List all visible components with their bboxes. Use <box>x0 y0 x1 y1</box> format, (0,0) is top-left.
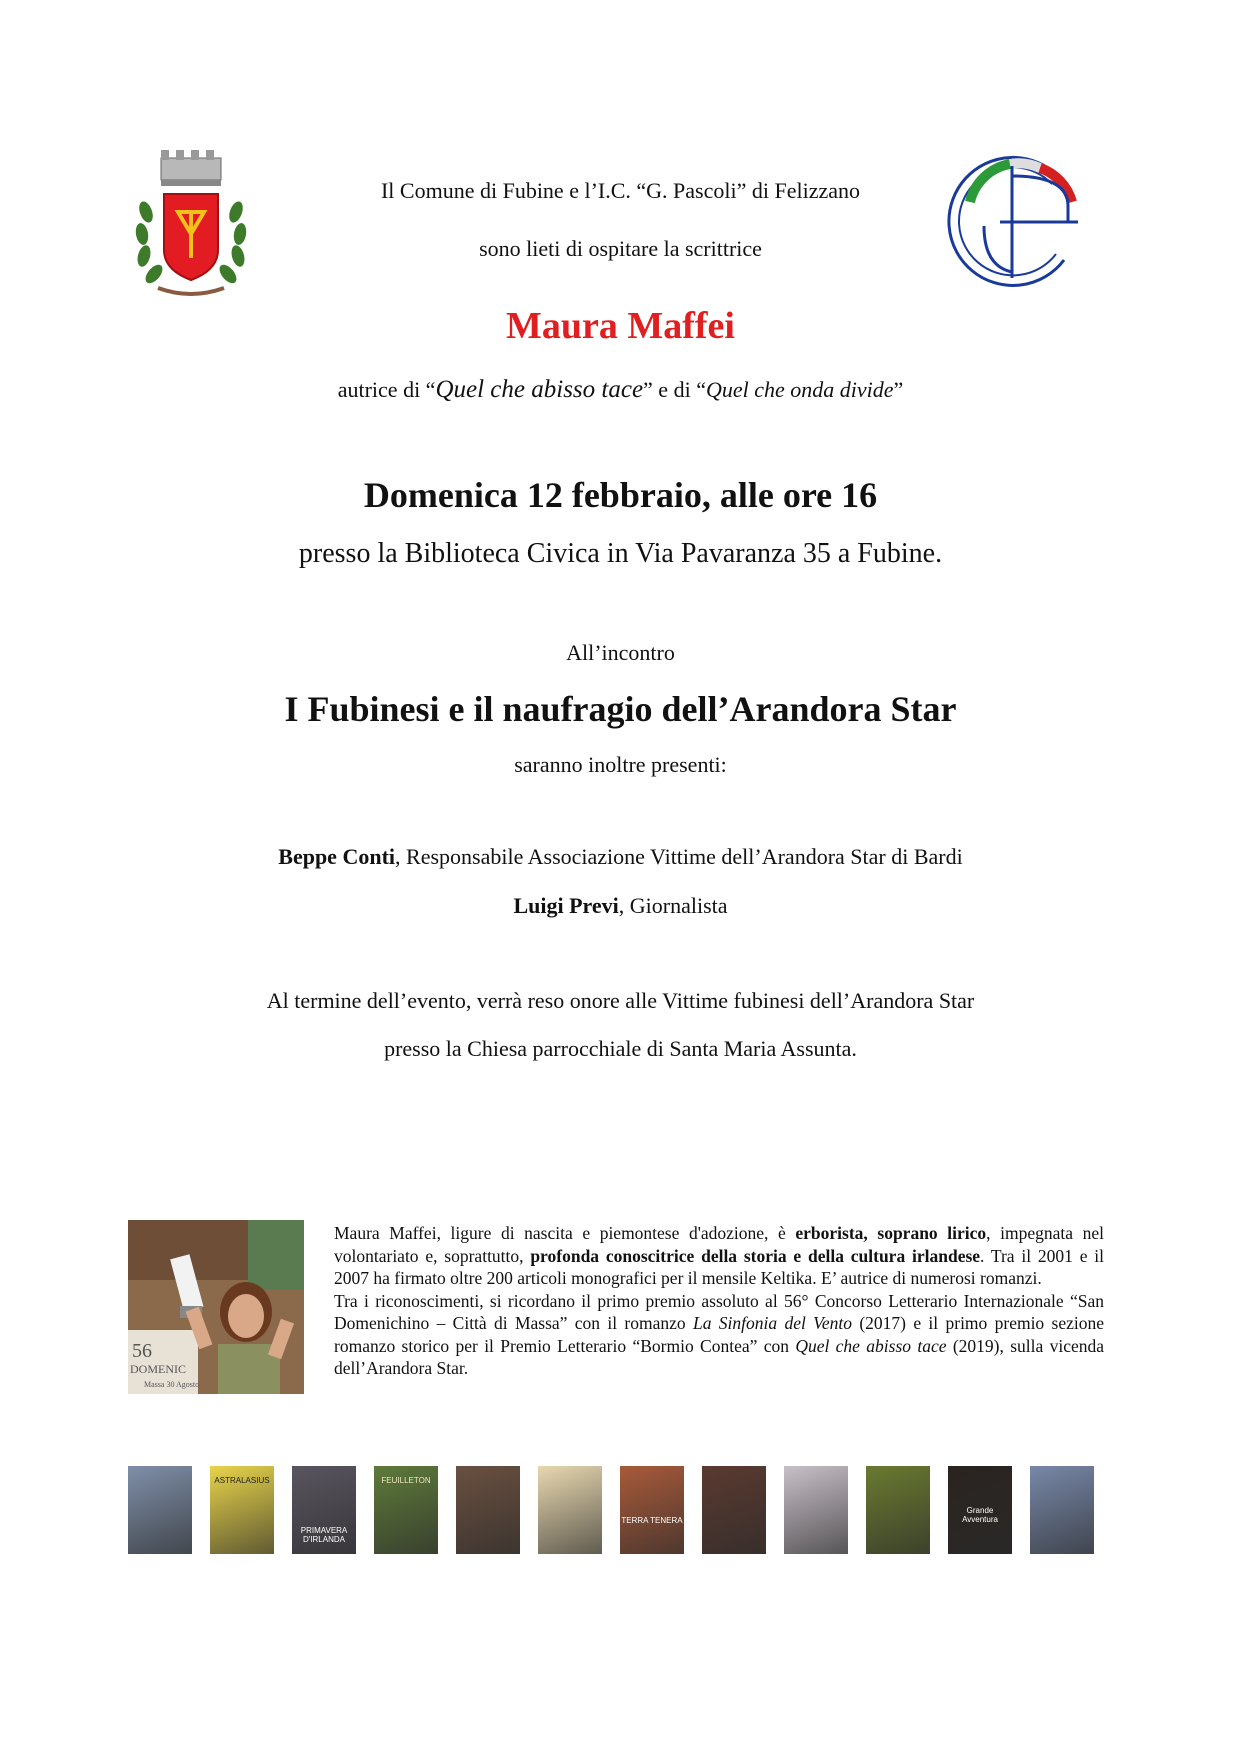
incontro-label: All’incontro <box>566 640 675 665</box>
event-venue: presso la Biblioteca Civica in Via Pavaranza 35 a Fubine. <box>298 538 943 569</box>
book-cover: PRIMAVERA D'IRLANDA <box>292 1466 356 1554</box>
book-cover <box>128 1466 192 1554</box>
photo-sign-date: Massa 30 Agosto <box>144 1380 200 1389</box>
author-photo <box>128 1220 304 1394</box>
book-cover: FEUILLETON <box>374 1466 438 1554</box>
book-cover <box>1030 1466 1094 1554</box>
author-biography: Maura Maffei, ligure di nascita e piemontese d'adozione, è erborista, soprano lirico, impegnata nel volontariato e, soprattutto, profonda conoscitrice della storia e della cultura irlandese. Tra il 2001 e il 2007 ha firmato oltre 200 articoli monografici per il mensile Keltika. E’ autrice di numerosi romanzi. Tra i riconoscimenti, si ricordano il primo premio assoluto al 56° Concorso Letterario Internazionale “San Domenichino – Città di Massa” con il romanzo La Sinfonia del Vento (2017) e il primo premio sezione romanzo storico per il Premio Letterario “Bormio Contea” con Quel che abisso tace (2019), sulla vicenda dell’Arandora Star. <box>334 1223 1104 1378</box>
guest-item <box>0 893 1241 919</box>
book-title-2: Quel che onda divide <box>705 377 894 402</box>
closing-line-1: Al termine dell’evento, verrà reso onore alle Vittime fubinesi dell’Arandora Star <box>266 988 975 1013</box>
host-line: sono lieti di ospitare la scrittrice <box>479 236 762 261</box>
author-books-line: autrice di “Quel che abisso tace” e di “Quel che onda divide” <box>337 376 904 403</box>
guest-role: , Giornalista <box>618 893 728 918</box>
book-cover <box>702 1466 766 1554</box>
closing-line-2: presso la Chiesa parrocchiale di Santa Maria Assunta. <box>384 1036 857 1061</box>
photo-sign-word: DOMENIC <box>130 1362 186 1376</box>
presenti-label: saranno inoltre presenti: <box>514 752 727 777</box>
book-cover: ASTRALASIUS <box>210 1466 274 1554</box>
event-title: I Fubinesi e il naufragio dell’Arandora Star <box>284 689 957 729</box>
book-title-1: Quel che abisso tace <box>435 376 644 403</box>
book-cover <box>784 1466 848 1554</box>
book-cover: TERRA TENERA <box>620 1466 684 1554</box>
guest-name: Beppe Conti <box>278 844 396 869</box>
author-name: Maura Maffei <box>506 305 735 347</box>
event-date: Domenica 12 febbraio, alle ore 16 <box>363 475 878 515</box>
fubine-coat-of-arms-logo <box>128 142 254 302</box>
book-cover <box>456 1466 520 1554</box>
guest-role: , Responsabile Associazione Vittime dell’Arandora Star di Bardi <box>395 844 963 869</box>
book-cover <box>538 1466 602 1554</box>
organizers-line: Il Comune di Fubine e l’I.C. “G. Pascoli” di Felizzano <box>380 178 860 203</box>
photo-sign-number: 56 <box>132 1340 152 1362</box>
book-cover: Grande Avventura <box>948 1466 1012 1554</box>
guest-name: Luigi Previ <box>513 893 619 918</box>
guest-item <box>0 844 1241 870</box>
book-cover <box>866 1466 930 1554</box>
pascoli-school-logo <box>940 146 1090 296</box>
